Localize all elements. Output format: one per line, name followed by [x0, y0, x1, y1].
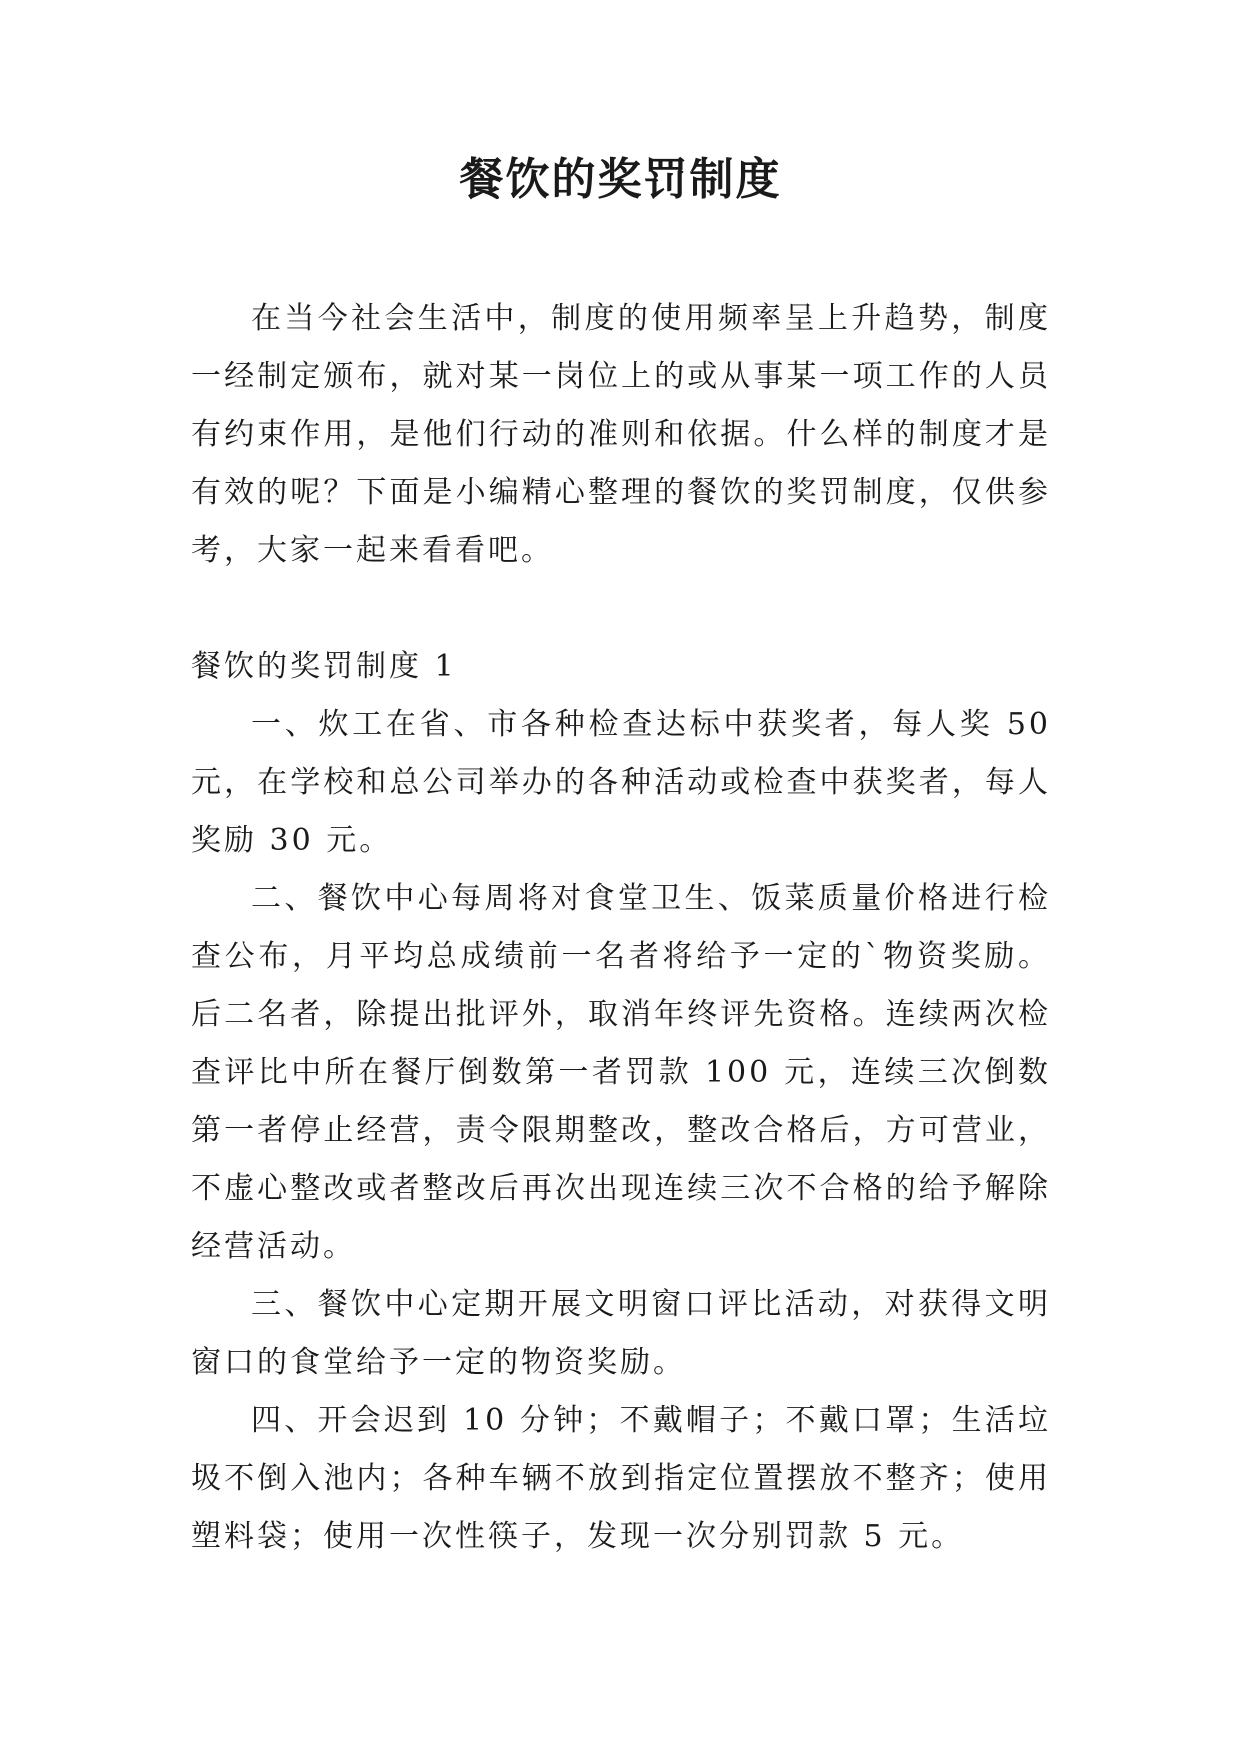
paragraph-3: 三、餐饮中心定期开展文明窗口评比活动，对获得文明窗口的食堂给予一定的物资奖励。 — [191, 1287, 1051, 1380]
paragraph-4: 四、开会迟到 10 分钟；不戴帽子；不戴口罩；生活垃圾不倒入池内；各种车辆不放到指定位置摆放不整齐；使用塑料袋；使用一次性筷子，发现一次分别罚款 5 元。 — [191, 1403, 1051, 1554]
section-1 — [191, 638, 1051, 1566]
paragraph-2: 二、餐饮中心每周将对食堂卫生、饭菜质量价格进行检查公布，月平均总成绩前一名者将给予一定的`物资奖励。后二名者，除提出批评外，取消年终评先资格。连续两次检查评比中所在餐厅倒数第一者罚款 100 元，连续三次倒数第一者停止经营，责令限期整改，整改合格后，方可营业，不虚心整改或者整改后再次出现连续三次不合格的给予解除经营活动。 — [191, 881, 1051, 1264]
paragraph-1: 一、炊工在省、市各种检查达标中获奖者，每人奖 50 元，在学校和总公司举办的各种活动或检查中获奖者，每人奖励 30 元。 — [191, 707, 1051, 858]
intro-paragraph: 在当今社会生活中，制度的使用频率呈上升趋势，制度一经制定颁布，就对某一岗位上的或从事某一项工作的人员有约束作用，是他们行动的准则和依据。什么样的制度才是有效的呢？下面是小编精心整理的餐饮的奖罚制度，仅供参考，大家一起来看看吧。 — [191, 301, 1051, 568]
section-heading: 餐饮的奖罚制度 1 — [191, 649, 457, 684]
document-title: 餐饮的奖罚制度 — [459, 154, 782, 205]
intro-block — [191, 290, 1051, 580]
